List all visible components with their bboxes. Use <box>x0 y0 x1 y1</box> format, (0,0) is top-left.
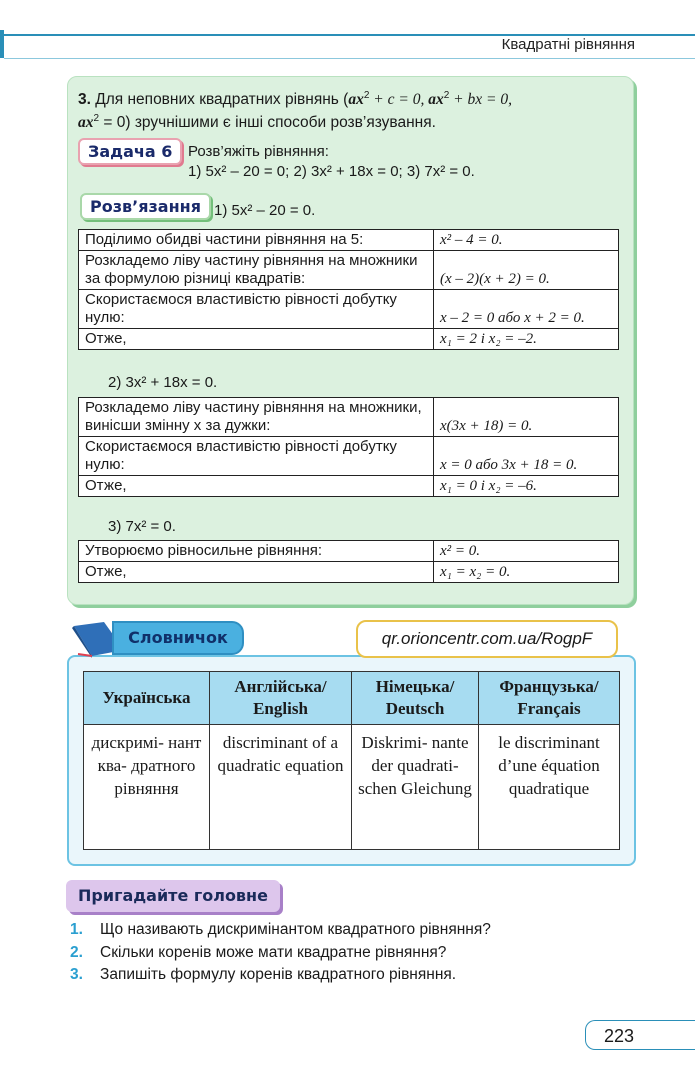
solution-label: Розв’язання <box>80 193 211 220</box>
table-header-row <box>84 672 620 725</box>
table-cell: Скористаємося властивістю рівності добутку нулю: <box>79 437 434 476</box>
chapter-title: Квадратні рівняння <box>501 36 635 53</box>
intro-eq2: ax <box>428 91 444 108</box>
solution-table-2 <box>78 397 619 497</box>
step-3-title: 3) 7x² = 0. <box>108 518 176 535</box>
glossary-label: Словничок <box>112 621 244 655</box>
task-text <box>188 142 475 182</box>
task-line-2: 1) 5x² – 20 = 0; 2) 3x² + 18x = 0; 3) 7x² = 0. <box>188 163 475 180</box>
list-number: 3. <box>70 966 83 983</box>
table-cell: x² = 0. <box>434 541 619 562</box>
intro-eq3: ax <box>78 114 94 131</box>
table-cell: Поділимо обидві частини рівняння на 5: <box>79 230 434 251</box>
table-cell: Розкладемо ліву частину рівняння на множники, винісши змінну x за дужки: <box>79 398 434 437</box>
qr-link[interactable]: qr.orioncentr.com.ua/RogpF <box>356 620 618 658</box>
task-line-1: Розв’яжіть рівняння: <box>188 143 329 160</box>
table-row <box>79 541 619 562</box>
table-cell: x – 2 = 0 або x + 2 = 0. <box>434 290 619 329</box>
list-number: 1. <box>70 921 83 938</box>
table-row <box>79 562 619 583</box>
table-cell: x₁ = x₂ = 0. <box>434 562 619 583</box>
step-2-title: 2) 3x² + 18x = 0. <box>108 374 218 391</box>
table-row <box>79 251 619 290</box>
table-cell: Утворюємо рівносильне рівняння: <box>79 541 434 562</box>
table-header: Французька/ Français <box>479 672 620 725</box>
table-row <box>79 230 619 251</box>
table-row <box>84 725 620 850</box>
intro-number: 3. <box>78 91 91 108</box>
table-cell: x₁ = 0 і x₂ = –6. <box>434 476 619 497</box>
glossary-table <box>83 671 620 850</box>
table-cell: Розкладемо ліву частину рівняння на множники за формулою різниці квадратів: <box>79 251 434 290</box>
table-cell: дискримі- нант ква- дратного рівняння <box>84 725 210 850</box>
table-header: Англійська/ English <box>210 672 352 725</box>
task-label: Задача 6 <box>78 138 182 165</box>
list-number: 2. <box>70 944 83 961</box>
table-cell: x = 0 або 3x + 18 = 0. <box>434 437 619 476</box>
list-item <box>70 921 491 939</box>
table-row <box>79 437 619 476</box>
list-text: Що називають дискримінантом квадратного рівняння? <box>100 921 491 938</box>
list-text: Запишіть формулу коренів квадратного рівняння. <box>100 966 457 983</box>
table-row <box>79 476 619 497</box>
recall-label: Пригадайте головне <box>66 880 280 912</box>
table-cell: Отже, <box>79 562 434 583</box>
table-cell: Отже, <box>79 476 434 497</box>
intro-eq1: ax <box>348 91 364 108</box>
table-cell: x(3x + 18) = 0. <box>434 398 619 437</box>
table-cell: le discriminant d’une équation quadratique <box>479 725 620 850</box>
table-row <box>79 398 619 437</box>
intro-text-a: Для неповних квадратних рівнянь ( <box>95 91 349 108</box>
table-row <box>79 329 619 350</box>
table-header: Німецька/ Deutsch <box>352 672 479 725</box>
table-row <box>79 290 619 329</box>
step-1-title: 1) 5x² – 20 = 0. <box>214 202 316 219</box>
solution-table-1 <box>78 229 619 350</box>
list-text: Скільки коренів може мати квадратне рівняння? <box>100 944 447 961</box>
table-header: Українська <box>84 672 210 725</box>
table-cell: discriminant of a quadratic equation <box>210 725 352 850</box>
intro-text-b: = 0) зручнішими є інші способи розв’язування. <box>99 114 436 131</box>
intro-eq2b: + bx = 0, <box>449 91 512 108</box>
table-cell: (x – 2)(x + 2) = 0. <box>434 251 619 290</box>
list-item <box>70 944 446 962</box>
table-cell: Скористаємося властивістю рівності добутку нулю: <box>79 290 434 329</box>
intro-paragraph: 3. Для неповних квадратних рівнянь ($ax^2 + c = 0$, $ax^2$ + bx = 0, $ax^2 = 0$) зручнішими є інші способи розв’язування. <box>78 89 512 131</box>
page-number: 223 <box>585 1020 695 1050</box>
intro-eq1b: + c = 0, <box>369 91 429 108</box>
table-cell: x₁ = 2 і x₂ = –2. <box>434 329 619 350</box>
solution-table-3 <box>78 540 619 583</box>
table-cell: Отже, <box>79 329 434 350</box>
table-cell: x² – 4 = 0. <box>434 230 619 251</box>
list-item <box>70 966 456 984</box>
table-cell: Diskrimi- nante der quadrati- schen Gleichung <box>352 725 479 850</box>
